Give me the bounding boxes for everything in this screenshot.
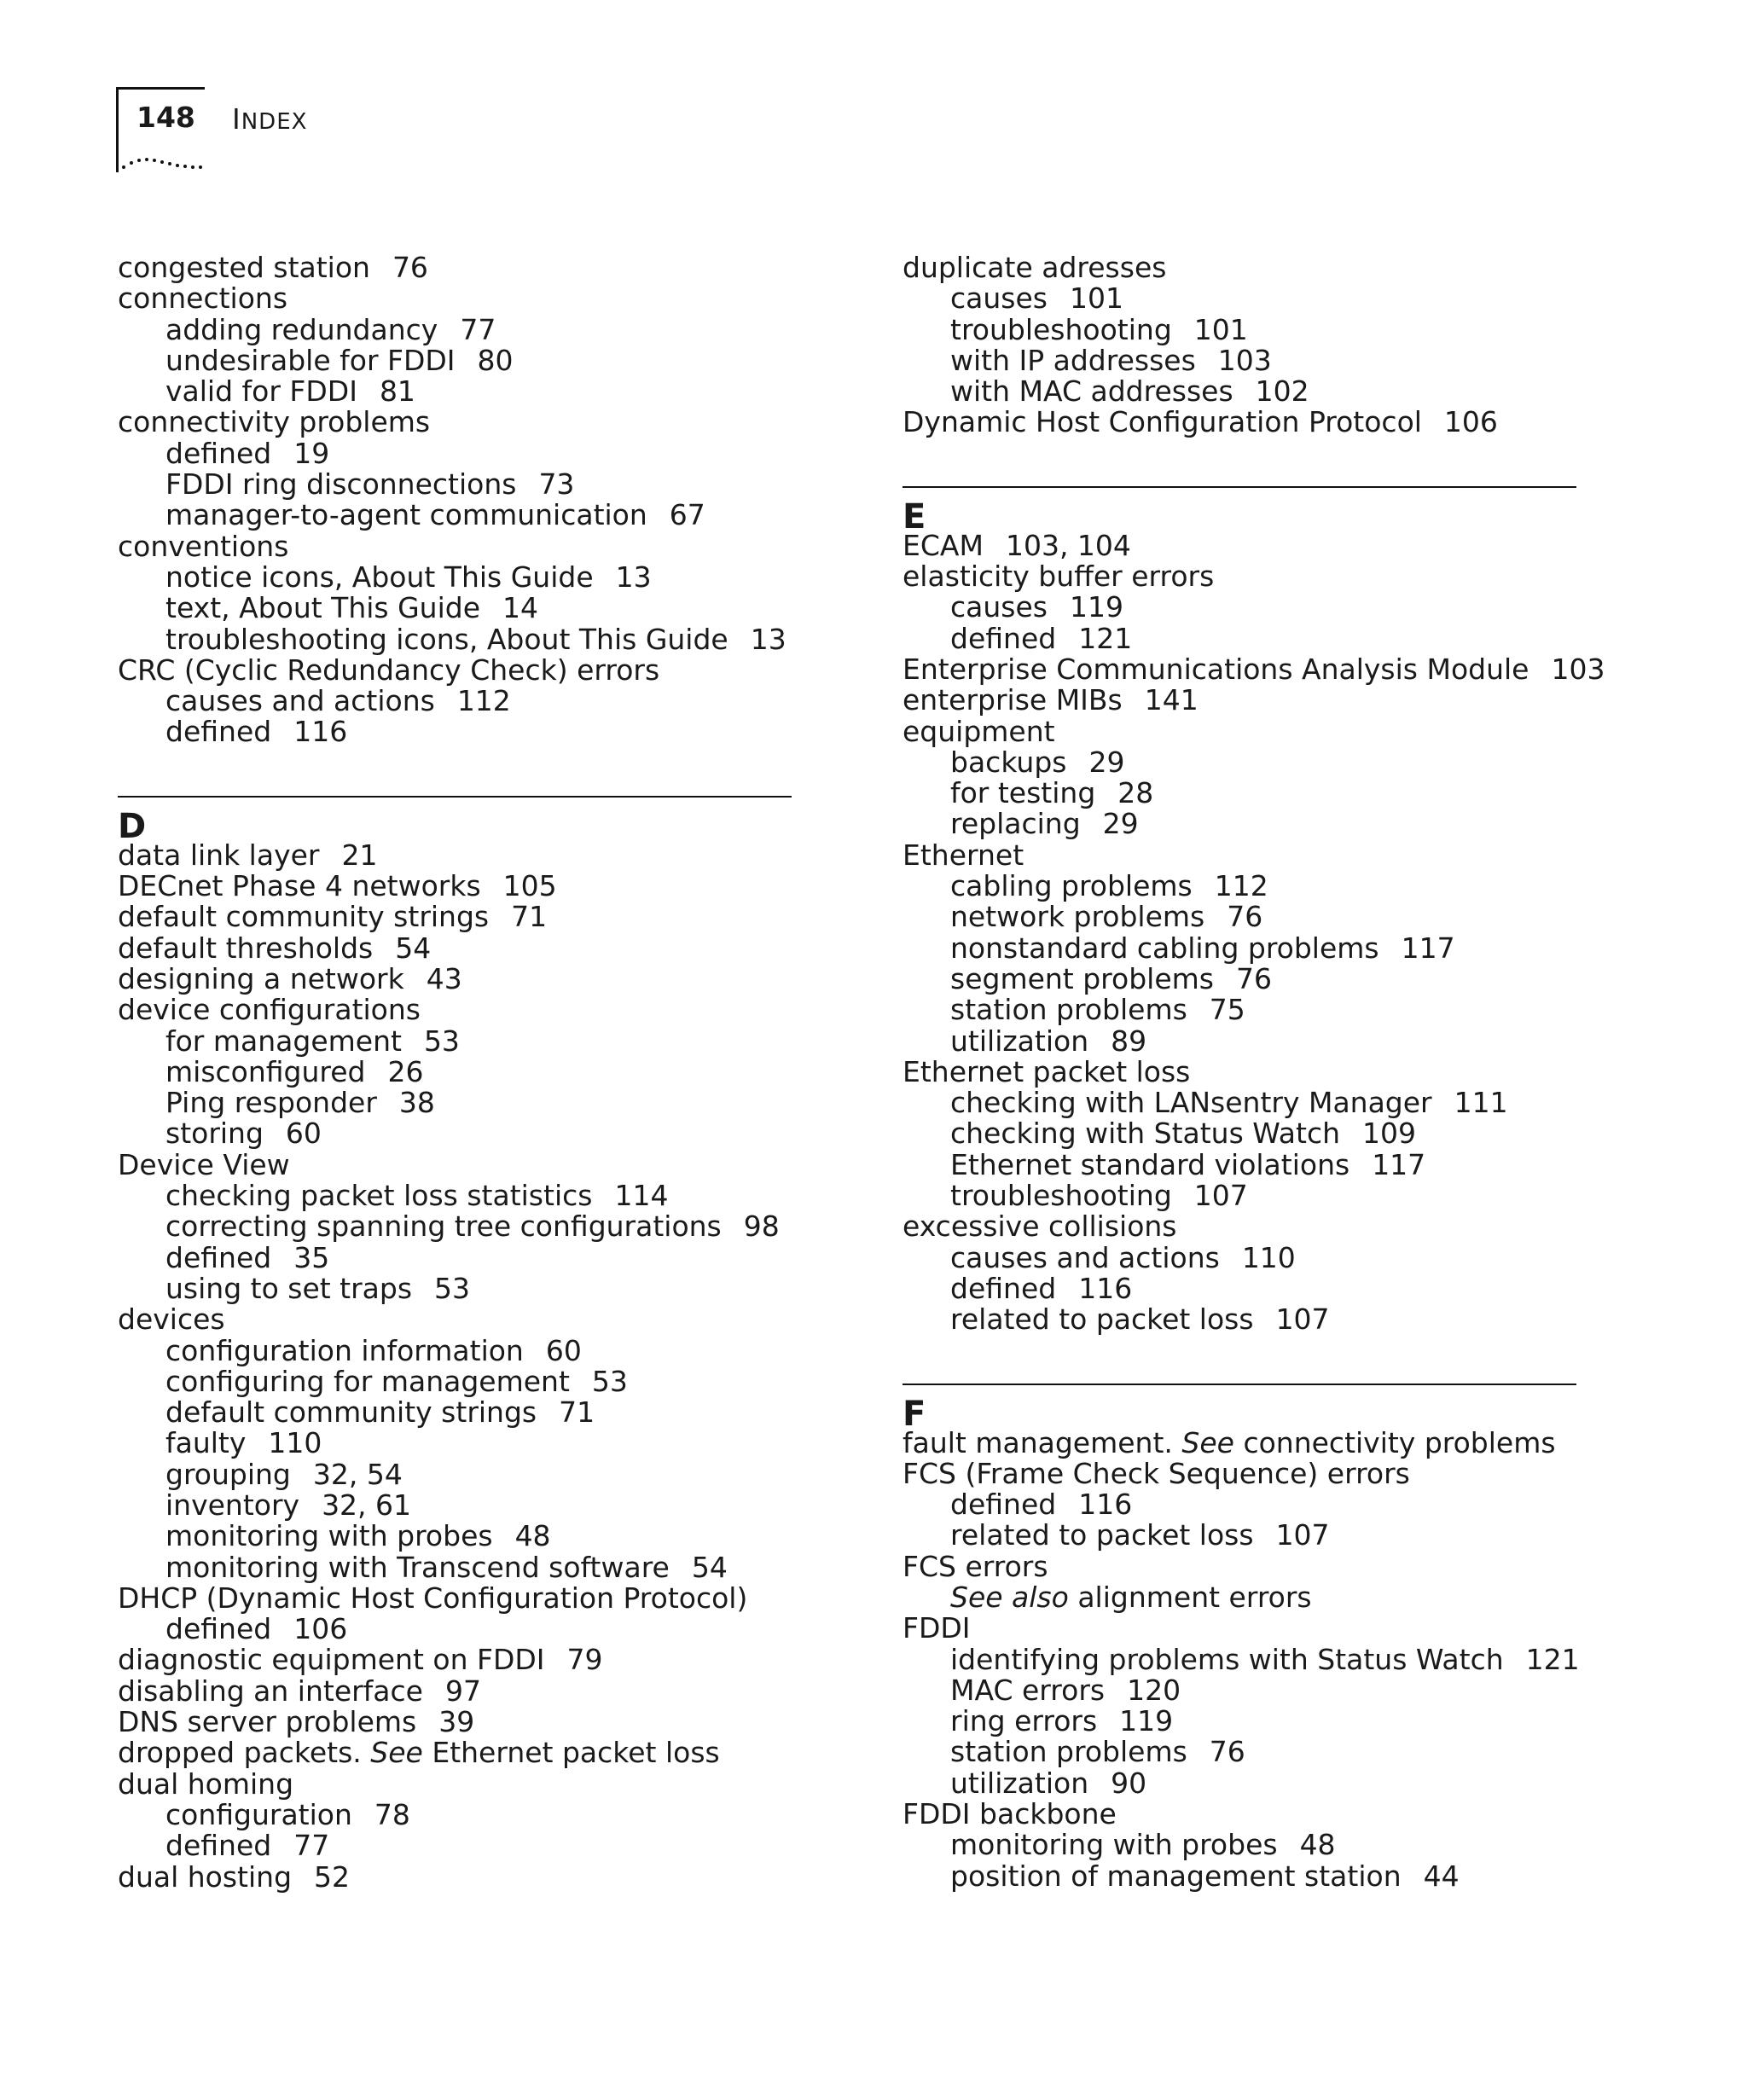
index-term: troubleshooting (950, 312, 1172, 346)
index-subentry (903, 1026, 1585, 1057)
index-term: faulty (165, 1426, 247, 1460)
index-subentry (903, 1088, 1585, 1118)
index-term: dual hosting (118, 1859, 293, 1894)
page-reference: 107 (1275, 1302, 1330, 1337)
page-reference: 76 (1209, 1735, 1245, 1769)
index-term: identifying problems with Status Watch (950, 1642, 1504, 1676)
index-entry (903, 1799, 1585, 1830)
page-reference: 54 (691, 1550, 728, 1584)
index-term: Device View (118, 1147, 290, 1181)
index-subentry (118, 1490, 800, 1521)
page-reference: 48 (514, 1519, 551, 1553)
index-entry (118, 1304, 800, 1335)
index-entry (118, 1676, 800, 1707)
page-reference: 110 (1241, 1240, 1296, 1274)
index-term: storing (165, 1117, 264, 1151)
index-subentry (903, 1240, 1585, 1274)
index-subentry (118, 1428, 800, 1459)
index-subentry (118, 1366, 800, 1397)
index-entry (118, 655, 800, 686)
index-entry (118, 1707, 800, 1737)
page-reference: 117 (1372, 1147, 1426, 1181)
page-reference: 53 (434, 1271, 471, 1305)
index-term: related to packet loss (950, 1518, 1254, 1552)
index-subentry (903, 1273, 1585, 1304)
index-subentry (118, 1181, 800, 1211)
index-term: replacing (950, 807, 1081, 841)
page-reference: 107 (1275, 1518, 1330, 1552)
index-term: Ethernet packet loss (903, 1054, 1191, 1088)
index-subentry (903, 1118, 1585, 1149)
index-term: DHCP (Dynamic Host Configuration Protocol) (118, 1581, 748, 1615)
index-term: defined (165, 1240, 272, 1274)
index-term: checking with Status Watch (950, 1117, 1341, 1151)
index-subentry (118, 469, 800, 500)
index-subentry (118, 312, 800, 346)
index-entry (118, 1147, 800, 1181)
index-term: causes and actions (165, 684, 435, 718)
index-subentry (903, 871, 1585, 902)
index-subentry (903, 1768, 1585, 1799)
index-entry (903, 1549, 1585, 1583)
index-term: network problems (950, 900, 1205, 934)
see-reference-label: See also (950, 1580, 1069, 1614)
index-term: disabling an interface (118, 1674, 423, 1708)
page-reference: 76 (392, 251, 428, 284)
page-reference: 13 (750, 622, 786, 656)
index-term: position of management station (950, 1859, 1402, 1893)
index-entry (903, 1211, 1585, 1242)
page-reference: 102 (1255, 374, 1309, 409)
index-subentry (118, 1521, 800, 1552)
index-term: Ethernet (903, 838, 1024, 872)
index-term: default community strings (165, 1395, 537, 1430)
page-reference: 14 (502, 591, 538, 625)
index-term: dropped packets. (118, 1736, 371, 1770)
index-term: backups (950, 745, 1067, 779)
index-subentry (118, 1273, 800, 1304)
index-subentry (903, 1830, 1585, 1860)
page-reference: 76 (1227, 900, 1263, 934)
index-term: connections (118, 281, 288, 316)
see-reference-target: alignment errors (1077, 1580, 1312, 1614)
index-subentry (903, 376, 1585, 407)
index-subentry (118, 1240, 800, 1274)
index-term: configuring for management (165, 1364, 570, 1398)
index-term: inventory (165, 1488, 300, 1522)
index-entry (118, 1859, 800, 1894)
index-term: data link layer (118, 838, 320, 872)
section-letter: D (118, 806, 147, 846)
index-term: FDDI backbone (903, 1797, 1117, 1831)
page-reference: 116 (1078, 1488, 1133, 1522)
index-subentry (118, 1797, 800, 1831)
index-subentry (903, 1861, 1585, 1892)
index-subentry (903, 592, 1585, 623)
page-reference: 119 (1069, 590, 1123, 624)
index-term: configuration information (165, 1333, 524, 1367)
see-reference-target: connectivity problems (1243, 1425, 1556, 1459)
index-term: DECnet Phase 4 networks (118, 869, 481, 903)
index-term: MAC errors (950, 1673, 1106, 1707)
index-term: designing a network (118, 961, 404, 995)
page-reference: 75 (1209, 993, 1245, 1027)
index-subentry (118, 562, 800, 593)
index-entry (118, 252, 800, 283)
index-entry (118, 871, 800, 902)
index-entry (118, 1645, 800, 1675)
index-subentry (118, 1088, 800, 1118)
index-term: diagnostic equipment on FDDI (118, 1643, 545, 1677)
index-subentry (118, 376, 800, 407)
index-entry (118, 933, 800, 964)
index-entry (903, 685, 1585, 716)
index-term: for testing (950, 776, 1096, 810)
page-reference: 29 (1088, 745, 1125, 779)
index-term: for management (165, 1024, 402, 1058)
index-term: Dynamic Host Configuration Protocol (903, 405, 1422, 439)
index-subentry (118, 686, 800, 716)
page-reference: 67 (669, 498, 705, 532)
index-term: Ethernet standard violations (950, 1147, 1350, 1181)
index-term: causes and actions (950, 1240, 1220, 1274)
page-reference: 97 (444, 1674, 481, 1708)
index-subentry (118, 345, 800, 376)
page-reference: 101 (1069, 281, 1123, 316)
index-term: segment problems (950, 961, 1214, 995)
corner-vertical-rule (116, 87, 119, 172)
index-subentry (903, 1147, 1585, 1181)
page-reference: 44 (1423, 1859, 1460, 1893)
page-reference: 121 (1078, 621, 1133, 655)
index-term: fault management. (903, 1425, 1182, 1459)
page-reference: 116 (1078, 1271, 1133, 1305)
index-entry (903, 561, 1585, 592)
index-entry (118, 995, 800, 1025)
index-subentry (903, 1675, 1585, 1706)
page-number: 148 (136, 101, 195, 134)
page-reference: 110 (268, 1426, 322, 1460)
index-subentry (903, 1181, 1585, 1211)
page-reference: 78 (374, 1797, 410, 1831)
index-term: defined (950, 621, 1057, 655)
index-term: manager-to-agent communication (165, 498, 647, 532)
index-term: station problems (950, 993, 1187, 1027)
page-reference: 21 (341, 838, 378, 872)
index-entry (118, 902, 800, 932)
index-subentry (903, 809, 1585, 839)
index-subentry (903, 747, 1585, 778)
running-head-rest: NDEX (241, 109, 308, 135)
page-reference: 90 (1111, 1766, 1147, 1800)
page-reference: 43 (426, 961, 462, 995)
running-head (232, 102, 308, 136)
page-reference: 103 (1217, 343, 1272, 377)
see-reference-target: Ethernet packet loss (432, 1736, 720, 1770)
page-reference: 141 (1144, 683, 1199, 717)
index-term: FDDI ring disconnections (165, 467, 517, 502)
index-column-left (118, 252, 800, 1893)
running-head-initial: I (232, 102, 241, 136)
page-reference: 121 (1525, 1642, 1580, 1676)
page-reference: 19 (293, 436, 330, 470)
index-subentry (118, 1026, 800, 1057)
page-reference: 35 (293, 1240, 330, 1274)
index-entry (118, 840, 800, 871)
page-reference: 120 (1127, 1673, 1181, 1707)
page-reference: 112 (456, 684, 511, 718)
index-term: correcting spanning tree configurations (165, 1210, 722, 1244)
page-reference: 77 (293, 1829, 330, 1863)
page-reference: 60 (285, 1117, 322, 1151)
index-subentry (118, 438, 800, 469)
index-term: causes (950, 590, 1048, 624)
index-subentry (903, 1520, 1585, 1551)
page-reference: 80 (477, 343, 514, 377)
index-subentry (118, 1211, 800, 1242)
index-subentry (118, 1552, 800, 1583)
index-subentry (903, 933, 1585, 964)
page-reference: 117 (1401, 931, 1455, 965)
page-reference: 116 (293, 715, 348, 749)
index-term: FDDI (903, 1611, 971, 1645)
index-subentry (118, 1118, 800, 1149)
index-term: FCS errors (903, 1549, 1048, 1583)
page-reference: 48 (1299, 1828, 1336, 1862)
index-term: station problems (950, 1735, 1187, 1769)
index-subentry (118, 1333, 800, 1367)
page-reference: 98 (743, 1210, 780, 1244)
index-term: CRC (Cyclic Redundancy Check) errors (118, 653, 660, 687)
index-subentry (118, 1054, 800, 1088)
index-entry (118, 1737, 800, 1768)
page-reference: 53 (423, 1024, 460, 1058)
index-term: undesirable for FDDI (165, 343, 456, 377)
index-term: related to packet loss (950, 1302, 1254, 1337)
index-entry (903, 407, 1585, 438)
page-reference: 60 (545, 1333, 582, 1367)
page-reference: 77 (460, 312, 496, 346)
corner-horizontal-rule (116, 87, 205, 90)
index-term: connectivity problems (118, 405, 431, 439)
index-entry (118, 961, 800, 995)
index-term: Enterprise Communications Analysis Module (903, 652, 1529, 686)
index-term: equipment (903, 714, 1055, 748)
index-term: defined (950, 1271, 1057, 1305)
index-entry (903, 716, 1585, 747)
index-term: dual homing (118, 1766, 294, 1801)
index-term: congested station (118, 251, 370, 284)
index-subentry (903, 902, 1585, 932)
see-reference-label: See (370, 1736, 423, 1770)
index-term: text, About This Guide (165, 591, 480, 625)
index-entry (903, 652, 1605, 686)
index-term: default thresholds (118, 931, 374, 965)
page-reference: 103, 104 (1005, 528, 1131, 562)
index-term: monitoring with Transcend software (165, 1550, 670, 1584)
index-entry (903, 1613, 1585, 1644)
index-entry (118, 1583, 800, 1614)
index-subentry (903, 283, 1585, 314)
index-term: with MAC addresses (950, 374, 1233, 409)
index-subentry (903, 778, 1585, 809)
index-term: enterprise MIBs (903, 683, 1123, 717)
index-term: causes (950, 281, 1048, 316)
index-term: grouping (165, 1457, 291, 1491)
section-letter: F (903, 1394, 926, 1434)
index-entry (118, 407, 800, 438)
index-term: elasticity buffer errors (903, 560, 1215, 594)
page-reference: 38 (398, 1086, 435, 1120)
page-reference: 32, 61 (322, 1488, 412, 1522)
page-reference: 39 (438, 1705, 475, 1739)
index-term: Ping responder (165, 1086, 377, 1120)
index-term: DNS server problems (118, 1705, 417, 1739)
page-reference: 103 (1551, 652, 1605, 686)
index-term: duplicate adresses (903, 251, 1167, 284)
page-reference: 52 (314, 1859, 351, 1894)
page-reference: 28 (1117, 776, 1154, 810)
index-term: excessive collisions (903, 1210, 1177, 1244)
index-term: utilization (950, 1766, 1089, 1800)
index-term: default community strings (118, 900, 490, 934)
index-subentry (903, 1304, 1585, 1335)
index-term: defined (165, 1829, 272, 1863)
index-entry (903, 528, 1585, 562)
index-term: FCS (Frame Check Sequence) errors (903, 1456, 1410, 1490)
index-term: device configurations (118, 993, 421, 1027)
index-term: valid for FDDI (165, 374, 357, 409)
page-reference: 105 (502, 869, 557, 903)
page-reference: 107 (1193, 1179, 1248, 1213)
index-term: misconfigured (165, 1054, 366, 1088)
index-term: configuration (165, 1797, 352, 1831)
index-subentry (118, 1397, 800, 1428)
index-subentry (118, 716, 800, 747)
index-term: troubleshooting (950, 1179, 1172, 1213)
index-subentry (903, 312, 1585, 346)
index-subentry (903, 345, 1585, 376)
see-reference-label: See (1181, 1425, 1234, 1459)
page-reference: 114 (614, 1179, 669, 1213)
page-reference: 79 (566, 1643, 603, 1677)
index-term: cabling problems (950, 869, 1193, 903)
index-term: nonstandard cabling problems (950, 931, 1379, 965)
index-term: monitoring with probes (165, 1519, 493, 1553)
index-term: troubleshooting icons, About This Guide (165, 622, 728, 656)
page-reference: 101 (1193, 312, 1248, 346)
index-term: utilization (950, 1024, 1089, 1058)
index-term: using to set traps (165, 1271, 413, 1305)
page-reference: 112 (1214, 869, 1268, 903)
page-reference: 13 (615, 560, 652, 594)
index-column-right (903, 251, 1605, 1893)
index-subentry (118, 500, 800, 531)
index-subentry (903, 1642, 1585, 1676)
index-subentry (118, 1614, 800, 1645)
index-entry (903, 252, 1585, 283)
page-reference: 76 (1235, 961, 1272, 995)
index-term: conventions (118, 529, 289, 563)
page-reference: 106 (1443, 405, 1498, 439)
page-reference: 109 (1362, 1117, 1417, 1151)
index-entry (903, 1425, 1585, 1459)
page-reference: 71 (511, 900, 548, 934)
page-reference: 106 (293, 1612, 348, 1646)
page-reference: 54 (395, 931, 432, 965)
index-term: adding redundancy (165, 312, 438, 346)
page-reference: 32, 54 (312, 1457, 403, 1491)
index-term: monitoring with probes (950, 1828, 1278, 1862)
index-term: devices (118, 1302, 225, 1337)
index-term: defined (950, 1488, 1057, 1522)
index-term: with IP addresses (950, 343, 1196, 377)
section-divider (903, 486, 1576, 488)
page-reference: 26 (387, 1054, 424, 1088)
index-entry (903, 1456, 1585, 1490)
page-reference: 81 (379, 374, 415, 409)
index-entry (118, 1766, 800, 1801)
index-entry (118, 531, 800, 562)
page-reference: 111 (1454, 1086, 1508, 1120)
section-divider (118, 796, 792, 798)
index-term: ring errors (950, 1704, 1098, 1738)
index-entry (903, 840, 1585, 871)
index-subentry (118, 624, 800, 655)
index-subentry (118, 1459, 800, 1490)
index-subentry (903, 1489, 1585, 1520)
index-subentry (903, 961, 1585, 995)
index-entry (118, 283, 800, 314)
index-subentry (903, 1706, 1585, 1737)
page-reference: 53 (591, 1364, 628, 1398)
section-letter: E (903, 496, 926, 537)
index-term: defined (165, 1612, 272, 1646)
index-subentry (903, 1737, 1585, 1767)
index-term: notice icons, About This Guide (165, 560, 594, 594)
index-subentry (903, 995, 1585, 1025)
index-term: defined (165, 436, 272, 470)
page-reference: 119 (1119, 1704, 1174, 1738)
index-term: checking with LANsentry Manager (950, 1086, 1432, 1120)
index-term: checking packet loss statistics (165, 1179, 593, 1213)
dotted-flourish-icon (121, 155, 203, 172)
page-reference: 71 (559, 1395, 595, 1430)
page-reference: 73 (538, 467, 575, 502)
page-reference: 29 (1102, 807, 1139, 841)
index-subentry (903, 621, 1585, 655)
section-divider (903, 1384, 1576, 1385)
index-subentry (903, 1582, 1585, 1613)
index-term: ECAM (903, 528, 984, 562)
index-term: defined (165, 715, 272, 749)
page-reference: 89 (1111, 1024, 1147, 1058)
index-subentry (118, 1830, 800, 1861)
index-entry (903, 1054, 1585, 1088)
index-subentry (118, 593, 800, 624)
